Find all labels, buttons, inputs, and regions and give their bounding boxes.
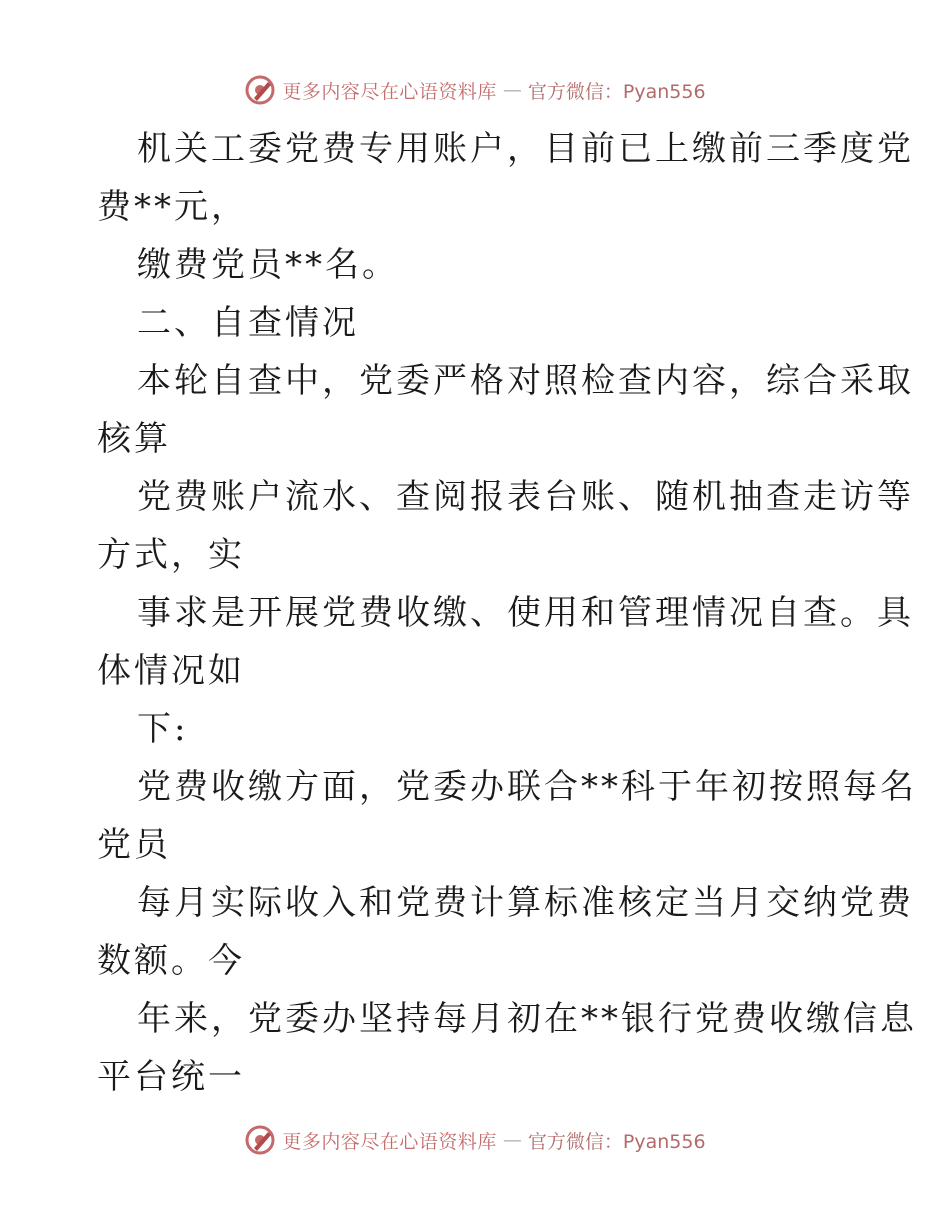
body-line: 平台统一 (97, 1057, 245, 1097)
body-line: 数额。今 (97, 941, 245, 981)
footer-watermark (0, 1120, 950, 1160)
section-heading: 二、自查情况 (137, 303, 359, 343)
body-line: 每月实际收入和党费计算标准核定当月交纳党费 (137, 883, 914, 923)
body-line: 方式，实 (97, 535, 245, 575)
body-line: 机关工委党费专用账户，目前已上缴前三季度党 (137, 129, 914, 169)
body-line: 费**元， (97, 187, 248, 227)
pen-logo-icon (244, 1124, 276, 1156)
body-line: 体情况如 (97, 651, 245, 691)
body-line: 事求是开展党费收缴、使用和管理情况自查。具 (137, 593, 914, 633)
watermark-contact: 官方微信：Pyan556 (527, 1130, 706, 1153)
watermark-text: 更多内容尽在心语资料库 (282, 1130, 497, 1153)
watermark-text: 更多内容尽在心语资料库 (282, 80, 497, 103)
body-line: 缴费党员**名。 (137, 245, 399, 285)
watermark-separator: — (502, 1129, 522, 1151)
pen-logo-icon (244, 74, 276, 106)
document-body (97, 120, 917, 1106)
body-line: 本轮自查中，党委严格对照检查内容，综合采取 (137, 361, 914, 401)
body-line: 核算 (97, 419, 171, 459)
body-line: 年来，党委办坚持每月初在**银行党费收缴信息 (137, 999, 917, 1039)
body-line: 党费收缴方面，党委办联合**科于年初按照每名 (137, 767, 917, 807)
watermark-separator: — (502, 79, 522, 101)
header-watermark (0, 70, 950, 110)
body-line: 党费账户流水、查阅报表台账、随机抽查走访等 (137, 477, 914, 517)
watermark-contact: 官方微信：Pyan556 (527, 80, 706, 103)
body-line: 党员 (97, 825, 171, 865)
body-line: 下: (137, 709, 189, 749)
